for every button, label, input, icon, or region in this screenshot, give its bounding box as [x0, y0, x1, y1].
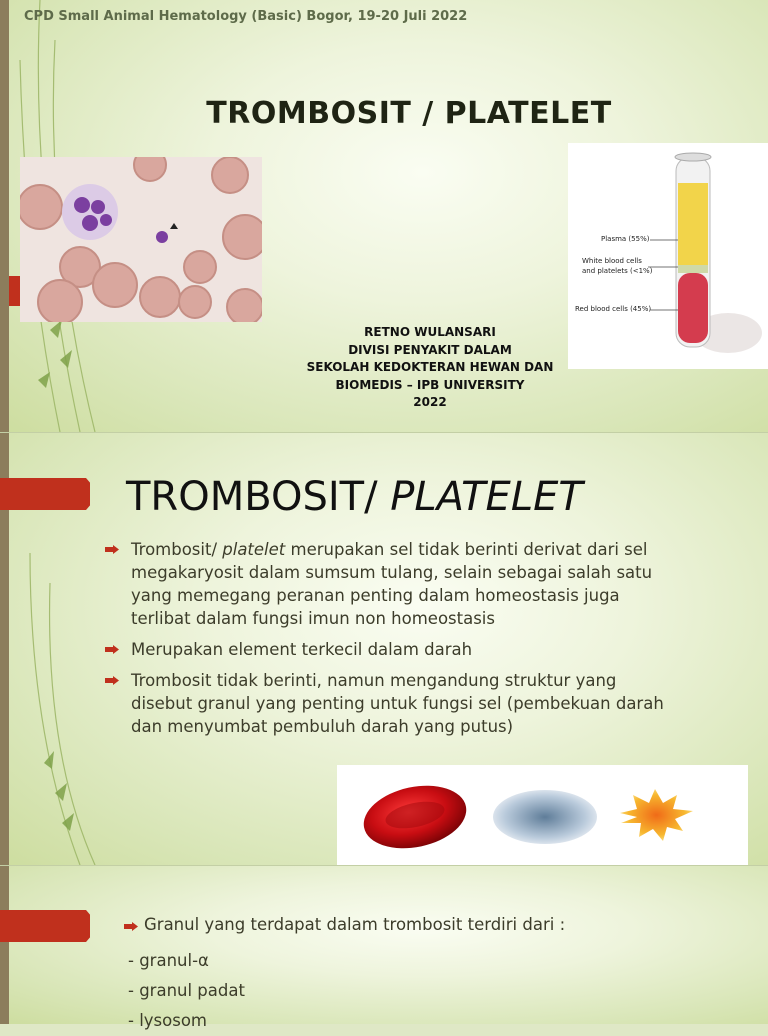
bullet-text: Merupakan element terkecil dalam darah — [131, 640, 473, 659]
title-tab-marker — [0, 910, 90, 942]
bullet-item — [105, 638, 665, 661]
title-tab-marker — [0, 478, 90, 510]
left-accent-bar — [0, 866, 9, 1024]
arrow-bullet-icon — [105, 676, 119, 685]
granul-item: - lysosom — [128, 1011, 208, 1030]
arrow-bullet-icon — [105, 545, 119, 554]
author-division: DIVISI PENYAKIT DALAM — [348, 342, 512, 357]
bullet-text: Trombosit tidak berinti, namun mengandung struktur yang disebut granul yang penting untuk fungsi sel (pembekuan darah dan menyumbat pembuluh darah yang putus) — [131, 671, 664, 736]
granul-bullet-text: Granul yang terdapat dalam trombosit terdiri dari : — [144, 915, 566, 934]
title-italic: PLATELET — [390, 474, 583, 520]
author-name: RETNO WULANSARI — [364, 325, 496, 339]
blood-tube-image — [568, 143, 768, 369]
bullet-lead: Trombosit/ — [131, 540, 223, 559]
slide2-title — [126, 474, 583, 520]
slide-title — [0, 0, 768, 432]
plasma-label: Plasma (55%) — [601, 235, 650, 243]
author-school-1: SEKOLAH KEDOKTERAN HEWAN DAN — [306, 360, 554, 374]
slide-granul — [0, 866, 768, 1024]
rbc-label: Red blood cells (45%) — [575, 305, 652, 313]
slide-title-text: TROMBOSIT / PLATELET — [206, 96, 612, 131]
author-year: 2022 — [413, 395, 447, 409]
arrow-bullet-icon — [105, 645, 119, 654]
granul-bullet — [124, 915, 565, 934]
platelet-cells-image — [337, 765, 748, 865]
bullet-item — [105, 669, 665, 738]
author-block — [290, 324, 570, 412]
bullet-item — [105, 538, 665, 630]
granul-list — [128, 946, 245, 1036]
bullet-list — [105, 538, 665, 746]
blood-smear-image — [20, 157, 262, 322]
bullet-rest: merupakan sel tidak berinti derivat dari sel megakaryosit dalam sumsum tulang, selain sebagai salah satu yang memegang peranan penting dalam homeostasis juga terlibat dalam fungsi imun non homeostasis — [131, 540, 653, 628]
author-school-2: BIOMEDIS – IPB UNIVERSITY — [335, 377, 525, 392]
white-blood-cell-icon — [493, 790, 597, 844]
title-plain: TROMBOSIT/ — [126, 474, 391, 520]
arrow-bullet-icon — [124, 922, 138, 931]
bullet-lead-italic: platelet — [222, 540, 286, 559]
wbc-label-1: White blood cells — [582, 257, 642, 265]
wbc-label-2: and platelets (<1%) — [582, 267, 653, 275]
platelet-icon — [620, 789, 693, 841]
granul-item: - granul padat — [128, 981, 245, 1000]
granul-item: - granul-α — [128, 951, 209, 970]
header-note: CPD Small Animal Hematology (Basic) Bogor, 19-20 Juli 2022 — [24, 9, 468, 24]
